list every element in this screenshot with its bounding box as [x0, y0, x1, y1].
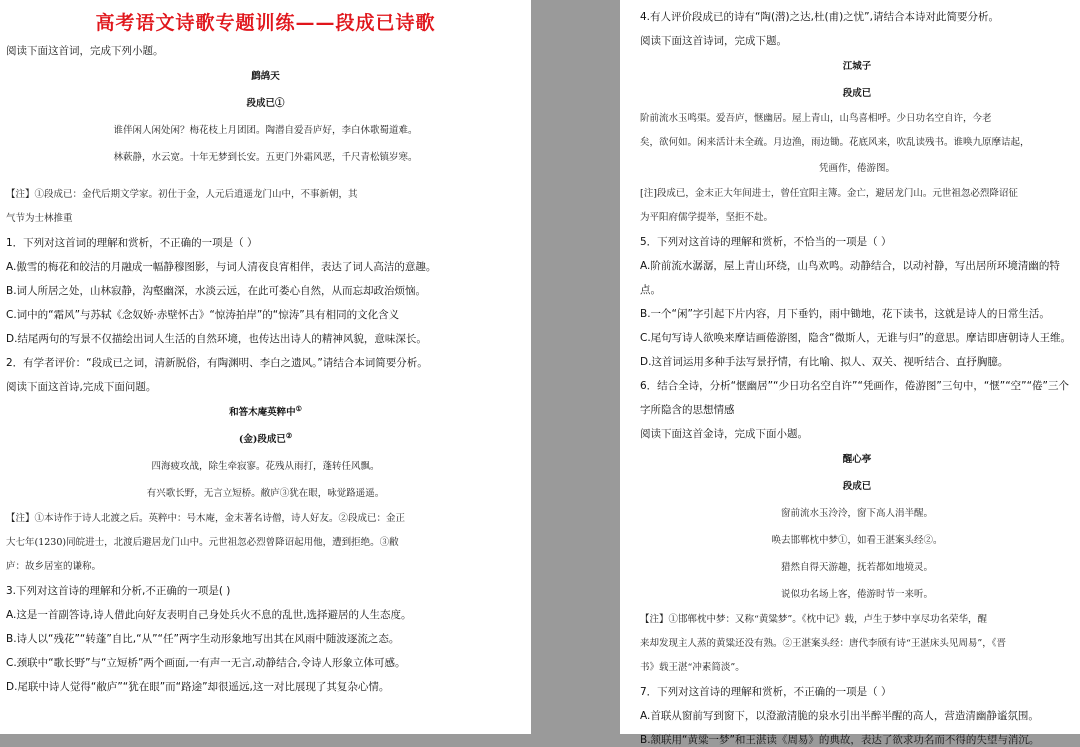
- poem-line: 矣，欲何如。闲来活计未全疏。月边渔，雨边锄。花底风来，吹乱读残书。谁唤九原摩诘起，: [640, 137, 1030, 148]
- reading-instruction: 阅读下面这首词，完成下列小题。: [6, 45, 164, 57]
- answer-option: B.一个“闲”字引起下片内容，月下垂钓，雨中锄地，花下读书，这就是诗人的日常生活。: [640, 308, 1050, 320]
- answer-option: C.尾句写诗人欲唤来摩诘画倦游图，隐含“微斯人，无谁与归”的意思。摩诘即唐朝诗人王维。: [640, 332, 1072, 344]
- document-page-right: [620, 0, 1080, 746]
- poem-line: 唤去邯郸枕中梦①，如看王湛案头经②。: [771, 535, 943, 546]
- poem-author: 段成已: [842, 481, 872, 492]
- answer-option: D.尾联中诗人觉得“敝庐”“犹在眼”而“路途”却很遥远,这一对比展现了其复杂心情。: [6, 681, 390, 694]
- question: 4.有人评价段成已的诗有“陶(潜)之达,杜(甫)之忧”,请结合本诗对此简要分析。: [640, 11, 999, 23]
- footnote-line: [注]段成已，金末正大年间进士，曾任宜阳主簿。金亡，避居龙门山。元世祖忽必烈降诏征: [640, 188, 1018, 199]
- poem-title: 江城子: [842, 61, 872, 72]
- answer-option: C.词中的“霜风”与苏轼《念奴娇·赤壁怀古》“惊涛拍岸”的“惊涛”具有相同的文化含义: [6, 309, 400, 321]
- poem-title: 鹧鸪天: [251, 71, 280, 82]
- poem-line: 说似功名场上客，倦游时节一来听。: [780, 589, 933, 600]
- question: 字所隐含的思想情感: [640, 404, 735, 416]
- question: 5．下列对这首诗的理解和赏析，不恰当的一项是（ ）: [640, 236, 892, 248]
- footnote-line: 大七年(1230)同皖进士，北渡后避居龙门山中。元世祖忽必烈曾降诏起用他，遭到拒绝。③敝: [6, 537, 399, 549]
- footnote-line: 书》载王湛“冲素简淡”。: [640, 662, 745, 673]
- poem-author: 段成已①: [246, 98, 285, 109]
- answer-option: 点。: [640, 284, 661, 296]
- poem-title: 和答木庵英粹中①: [229, 404, 302, 419]
- poem-line: 有兴歌长野，无言立短桥。敝庐③犹在眼，咏觉路遥遥。: [146, 488, 385, 500]
- footnote-line: 【注】①邯郸枕中梦：又称“黄粱梦”。《枕中记》载，卢生于梦中享尽功名荣华，醒: [640, 614, 987, 625]
- footnote-line: 【注】①本诗作于诗人北渡之后。英粹中：号木庵，金末著名诗僧，诗人好友。②段成已：金正: [6, 513, 406, 525]
- footnote-line: 庐：故乡居室的谦称。: [6, 561, 102, 573]
- answer-option: A.傲雪的梅花和皎洁的月融成一幅静穆图影，与词人清夜良宵相伴，表达了词人高洁的意趣。: [6, 261, 437, 273]
- poem-author: (金)段成已②: [238, 431, 293, 446]
- reading-instruction: 阅读下面这首诗,完成下面问题。: [6, 381, 157, 393]
- answer-option: C.颈联中“歌长野”与“立短桥”两个画面,一有声一无言,动静结合,令诗人形象立体可感。: [6, 657, 406, 670]
- answer-option: A.阶前流水潺潺，屋上青山环绕，山鸟欢鸣。动静结合，以动衬静，写出居所环境清幽的特: [640, 260, 1060, 272]
- poem-author: 段成已: [842, 88, 872, 99]
- poem-line: 四海疲攻战，除生牵寂寥。花残从雨打，蓬转任风飘。: [151, 461, 380, 473]
- answer-option: B.词人所居之处，山林寂静，沟壑幽深，水淡云远，在此可娄心自然，从而忘却政治烦恼。: [6, 285, 427, 297]
- document-page-left: [0, 0, 531, 734]
- poem-line: 猎然自得天游趣，抚若都如地境灵。: [780, 562, 933, 573]
- poem-title: 醒心亭: [842, 454, 872, 465]
- footnote-line: 气节为士林推重: [6, 213, 73, 224]
- answer-option: A.这是一首副答诗,诗人借此向好友表明自己身处兵火不息的乱世,选择避居的人生态度。: [6, 609, 412, 622]
- footnote-line: 为平阳府儒学提举，坚拒不赴。: [640, 212, 774, 223]
- poem-line: 凭画作，倦游图。: [818, 163, 895, 174]
- answer-option: D.结尾两句的写景不仅描绘出词人生活的自然环境，也传达出诗人的精神风貌，意味深长。: [6, 333, 427, 345]
- footnote-line: 来却发现主人蒸的黄粱还没有熟。②王湛案头经：唐代李颀有诗“王湛床头见周易”，《晋: [640, 638, 1006, 649]
- poem-line: 阶前流水玉鸣渠。爱吾庐，惬幽居。屋上青山，山鸟喜相呼。少日功名空自许，今老: [640, 113, 992, 124]
- poem-line: 林蔌静，水云宽。十年无梦到长安。五更门外霜风恶，千尺青松镇岁寒。: [113, 152, 418, 163]
- answer-option: D.这首词运用多种手法写景抒情，有比喻、拟人、双关、视听结合、直抒胸臆。: [640, 356, 1009, 368]
- reading-instruction: 阅读下面这首诗词，完成下题。: [640, 35, 787, 47]
- question: 2．有学者评价：“段成已之词，清新脱俗，有陶渊明、李白之遗风。”请结合本词简要分析。: [6, 357, 428, 369]
- reading-instruction: 阅读下面这首金诗，完成下面小题。: [640, 428, 808, 440]
- question: 6．结合全诗，分析“惬幽居”“少日功名空自许”“凭画作，倦游图”三句中，“惬”“空”“倦”三个: [640, 380, 1069, 392]
- document-title: 高考语文诗歌专题训练——段成已诗歌: [95, 12, 436, 34]
- answer-option: B.诗人以“残花”“转蓬”自比,“从”“任”两字生动形象地写出其在风雨中随波逐流之态。: [6, 633, 400, 646]
- poem-line: 窗前流水玉泠泠，窗下高人涓半醒。: [780, 508, 933, 519]
- footnote-line: 【注】①段成已：金代后期文学家。初仕于金，人元后逍遥龙门山中，不事新朝，其: [6, 189, 358, 200]
- answer-option: A.首联从窗前写到窗下，以澄澈清脆的泉水引出半醉半醒的高人，营造清幽静谧氛围。: [640, 710, 1039, 722]
- question: 1．下列对这首词的理解和赏析，不正确的一项是（ ）: [6, 237, 258, 249]
- answer-option: B.颔联用“黄粱一梦”和王湛读《周易》的典故，表达了欲求功名而不得的失望与消沉。: [640, 734, 1040, 746]
- question: 7．下列对这首诗的理解和赏析，不正确的一项是（ ）: [640, 686, 892, 698]
- poem-line: 谁伴闲人闲处闲？梅花枝上月团团。陶潜自爱吾庐好，李白休歌蜀道难。: [113, 125, 418, 136]
- question: 3.下列对这首诗的理解和分析,不正确的一项是( ): [6, 585, 231, 598]
